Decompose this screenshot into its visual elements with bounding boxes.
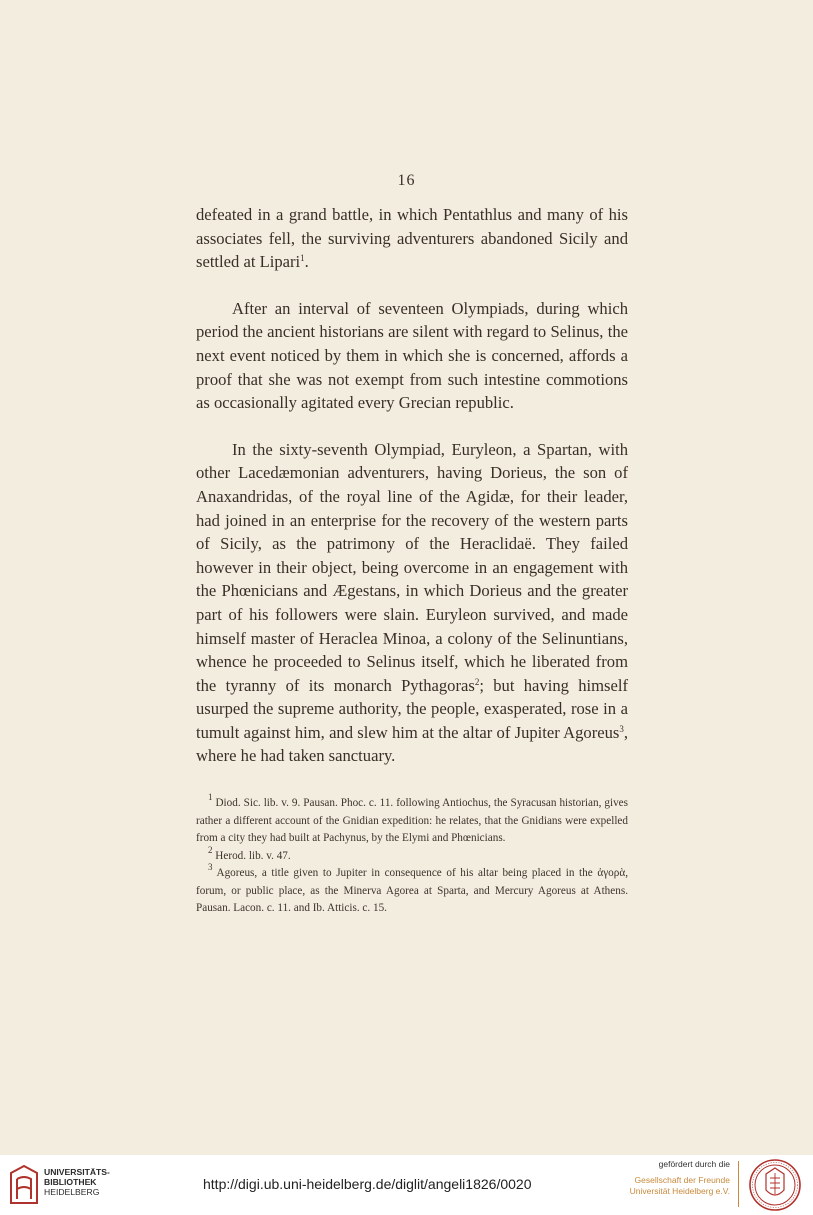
- body-text: [196, 203, 628, 768]
- footnote-text: Agoreus, a title given to Jupiter in consequence of his altar being placed in the ἀγορὰ, forum, or public place, as the Minerva Agorea at Sparta, and Mercury Agoreus at Athens. Pausan. Lacon. c. 11. and Ib. Atticis. c. 15.: [196, 867, 628, 914]
- footer-divider: [738, 1161, 739, 1207]
- footnote-ref: 2: [474, 676, 480, 687]
- paragraph-text: In the sixty-seventh Olympiad, Euryleon, a Spartan, with other Lacedæmonian adventurers, having Dorieus, the son of Anaxandridas, of the royal line of the Agidæ, for their leader, had joined in an enterprise for the recovery of the western parts of Sicily, as the patrimony of the Heraclidaë. They failed however in their object, being overcome in an engagement with the Phœnicians and Ægestans, in which Dorieus and the greater part of his followers were slain. Euryleon survived, and made himself master of Heraclea Minoa, a colony of the Selinuntians, whence he proceeded to Selinus itself, which he liberated from the tyranny of its monarch Pythagoras: [196, 439, 628, 695]
- sponsor-name-line1: Gesellschaft der Freunde: [634, 1175, 730, 1185]
- university-seal-icon: [748, 1158, 802, 1212]
- university-library-logo-icon: [9, 1165, 39, 1205]
- page-number: 16: [397, 172, 416, 189]
- library-name-line2: BIBLIOTHEK: [44, 1177, 97, 1188]
- paragraph: [196, 438, 628, 768]
- footnote-text: Diod. Sic. lib. v. 9. Pausan. Phoc. c. 11. following Antiochus, the Syracusan historian, gives rather a different account of the Gnidian expedition: he relates, that the Gnidians were expelled from a city they had built at Pachynus, by the Elymi and Phœnicians.: [196, 797, 628, 844]
- footnote: [196, 792, 628, 848]
- library-name-line1: UNIVERSITÄTS-: [44, 1167, 110, 1177]
- footnote-mark: 3: [208, 862, 213, 872]
- footnote-ref: 3: [619, 723, 624, 734]
- sponsor-credit: [616, 1159, 730, 1197]
- footnote-ref: 1: [300, 253, 305, 264]
- paragraph-text: , where he had taken sanctuary.: [196, 722, 628, 766]
- paragraph-text: After an interval of seventeen Olympiads, during which period the ancient historians are silent with regard to Selinus, the next event noticed by them in which she is concerned, affords a proof that she was not exempt from such intestine commotions as occasionally agitated every Grecian republic.: [196, 298, 628, 413]
- paragraph: [196, 203, 628, 274]
- sponsor-name-line2: Universität Heidelberg e.V.: [629, 1186, 730, 1196]
- paragraph: [196, 297, 628, 415]
- library-name: [44, 1167, 110, 1198]
- footnote: [196, 844, 628, 866]
- footnote-text: Herod. lib. v. 47.: [212, 849, 291, 862]
- library-name-line3: HEIDELBERG: [44, 1187, 100, 1198]
- footnotes: [196, 792, 628, 918]
- footnote: [196, 862, 628, 918]
- paragraph-text: .: [304, 252, 309, 272]
- viewer-footer-bar: [0, 1155, 813, 1215]
- sponsor-lead: gefördert durch die: [658, 1159, 730, 1169]
- footnote-mark: 2: [208, 844, 213, 855]
- footnote-mark: 1: [208, 792, 213, 802]
- paragraph-text: ; but having himself usurped the supreme authority, the people, exasperated, rose in a tumult against him, and slew him at the altar of Jupiter Agoreus: [196, 675, 628, 742]
- permalink-url[interactable]: http://digi.ub.uni-heidelberg.de/diglit/angeli1826/0020: [203, 1176, 532, 1192]
- paragraph-text: defeated in a grand battle, in which Pentathlus and many of his associates fell, the surviving adventurers abandoned Sicily and settled at Lipari: [196, 205, 628, 272]
